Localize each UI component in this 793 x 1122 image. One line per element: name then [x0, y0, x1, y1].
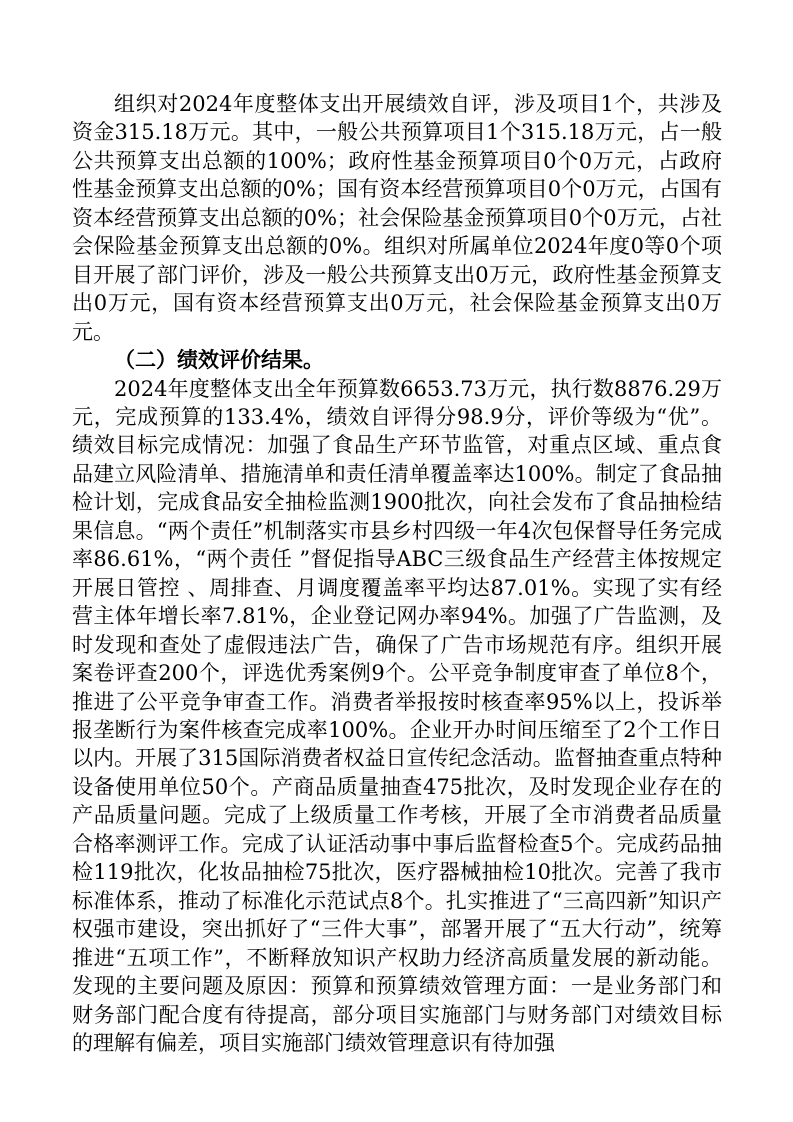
paragraph-results: 2024年度整体支出全年预算数6653.73万元，执行数8876.29万元，完成预算的133.4%，绩效自评得分98.9分，评价等级为“优”。绩效目标完成情况：加强了食品生产环节监管，对重点区域、重点食品建立风险清单、措施清单和责任清单覆盖率达100%。制定了食品抽检计划，完成食品安全抽检监测1900批次，向社会发布了食品抽检结果信息。“两个责任”机制落实市县乡村四级一年4次包保督导任务完成率86.61%，“两个责任 ”督促指导ABC三级食品生产经营主体按规定开展日管控 、周排查、月调度覆盖率平均达87.01%。实现了实有经营主体年增长率7.81%，企业登记网办率94%。加强了广告监测，及时发现和查处了虚假违法广告，确保了广告市场规范有序。组织开展案卷评查200个，评选优秀案例9个。公平竞争制度审查了单位8个，推进了公平竞争审查工作。消费者举报按时核查率95%以上，投诉举报垄断行为案件核查完成率100%。企业开办时间压缩至了2个工作日以内。开展了315国际消费者权益日宣传纪念活动。监督抽查重点特种设备使用单位50个。产商品质量抽查475批次，及时发现企业存在的产品质量问题。完成了上级质量工作考核，开展了全市消费者品质量合格率测评工作。完成了认证活动事中事后监督检查5个。完成药品抽检119批次，化妆品抽检75批次，医疗器械抽检10批次。完善了我市标准体系，推动了标准化示范试点8个。扎实推进了“三高四新”知识产权强市建设，突出抓好了“三件大事”，部署开展了“五大行动”，统筹推进“五项工作”，不断释放知识产权助力经济高质量发展的新动能。发现的主要问题及原因：预算和预算绩效管理方面：一是业务部门和财务部门配合度有待提高，部分项目实施部门与财务部门对绩效目标的理解有偏差，项目实施部门绩效管理意识有待加强	[72, 376, 722, 1055]
paragraph-self-evaluation: 组织对2024年度整体支出开展绩效自评，涉及项目1个，共涉及资金315.18万元。其中，一般公共预算项目1个315.18万元，占一般公共预算支出总额的100%；政府性基金预算项目0个0万元，占政府性基金预算支出总额的0%；国有资本经营预算项目0个0万元，占国有资本经营预算支出总额的0%；社会保险基金预算项目0个0万元，占社会保险基金预算支出总额的0%。组织对所属单位2024年度0等0个项目开展了部门评价，涉及一般公共预算支出0万元，政府性基金预算支出0万元，国有资本经营预算支出0万元，社会保险基金预算支出0万元。	[72, 92, 722, 344]
section-heading-results: （二）绩效评价结果。	[114, 348, 324, 373]
document-page	[72, 90, 722, 1057]
